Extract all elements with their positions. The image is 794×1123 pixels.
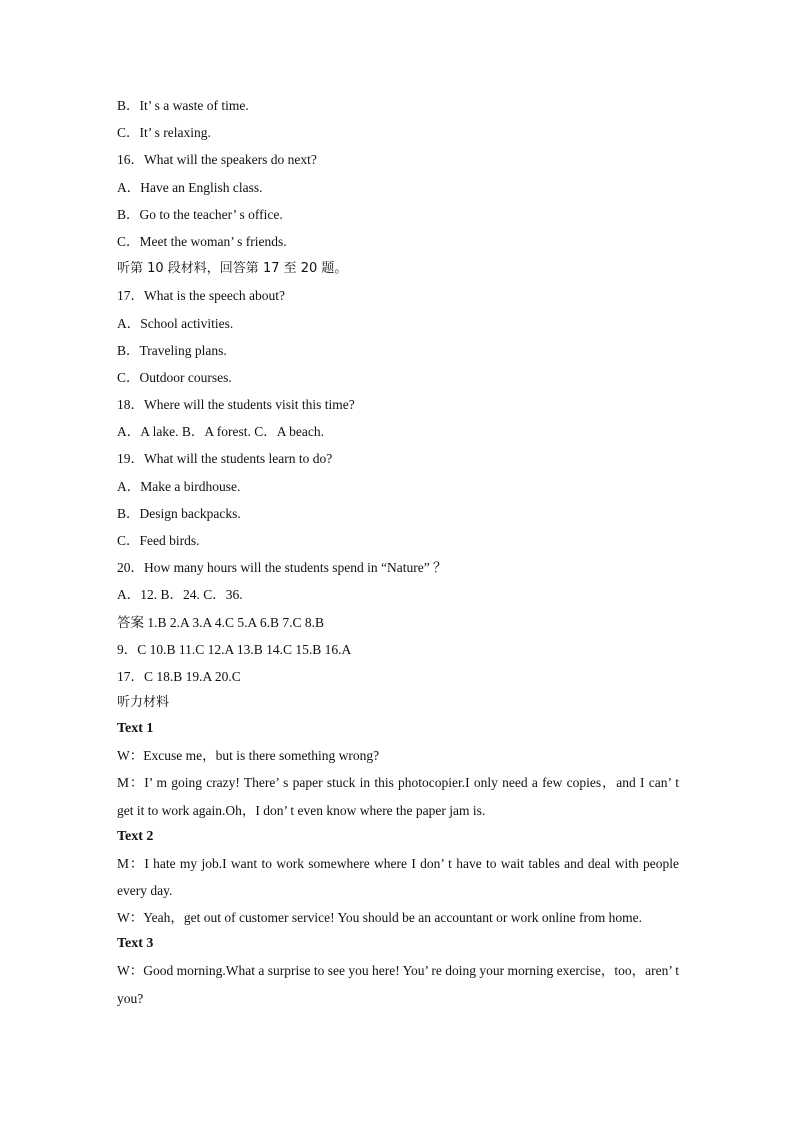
answer-line: 17．C 18.B 19.A 20.C [117, 668, 241, 684]
question-line: C．Outdoor courses. [117, 369, 232, 385]
question-line: A．Have an English class. [117, 179, 263, 195]
dialogue-line: M：I hate my job.I want to work somewhere where I don’ t have to wait tables and deal with people every day. [117, 855, 679, 898]
document-page [117, 92, 679, 1012]
question-line: B．It’ s a waste of time. [117, 98, 249, 113]
question-line: C．It’ s relaxing. [117, 125, 211, 141]
listening-material-label: 听力材料 [117, 695, 170, 711]
transcript-text-1 [117, 716, 679, 824]
question-line: 20．How many hours will the students spend in “Nature” ？ [117, 560, 447, 576]
text-heading: Text 2 [117, 828, 154, 844]
dialogue-line: W：Good morning.What a surprise to see you here! You’ re doing your morning exercise，too，aren’ t you? [117, 963, 679, 1006]
question-line: C．Meet the woman’ s friends. [117, 233, 287, 249]
dialogue-line: W：Yeah，get out of customer service! You should be an accountant or work online from home. [117, 910, 643, 926]
question-line: 17．What is the speech about? [117, 288, 285, 304]
answers-block [117, 609, 679, 691]
question-line: B．Go to the teacher’ s office. [117, 206, 283, 222]
questions-block [117, 92, 679, 609]
answer-line: 答案 1.B 2.A 3.A 4.C 5.A 6.B 7.C 8.B [117, 614, 325, 630]
section-instruction: 听第 10 段材料，回答第 17 至 20 题。 [117, 261, 348, 277]
question-line: A．Make a birdhouse. [117, 478, 241, 494]
text-heading: Text 3 [117, 936, 154, 952]
dialogue-line: W：Excuse me，but is there something wrong? [117, 748, 380, 764]
answer-line: 9．C 10.B 11.C 12.A 13.B 14.C 15.B 16.A [117, 641, 352, 657]
question-line: A．School activities. [117, 315, 234, 331]
question-line: 16．What will the speakers do next? [117, 152, 317, 168]
question-line: A．A lake. B．A forest. C．A beach. [117, 424, 324, 440]
question-line: B．Traveling plans. [117, 342, 227, 358]
text-heading: Text 1 [117, 721, 154, 737]
question-line: A．12. B．24. C．36. [117, 587, 243, 603]
dialogue-line: M：I’ m going crazy! There’ s paper stuck in this photocopier.I only need a few copies，and I can’ t get it to work again.Oh，I don’ t even know where the paper jam is. [117, 775, 679, 818]
question-line: C．Feed birds. [117, 533, 200, 548]
question-line: B．Design backpacks. [117, 505, 241, 521]
transcript-text-2 [117, 824, 679, 932]
question-line: 18．Where will the students visit this time? [117, 397, 355, 413]
transcript-text-3 [117, 931, 679, 1011]
question-line: 19．What will the students learn to do? [117, 451, 333, 467]
